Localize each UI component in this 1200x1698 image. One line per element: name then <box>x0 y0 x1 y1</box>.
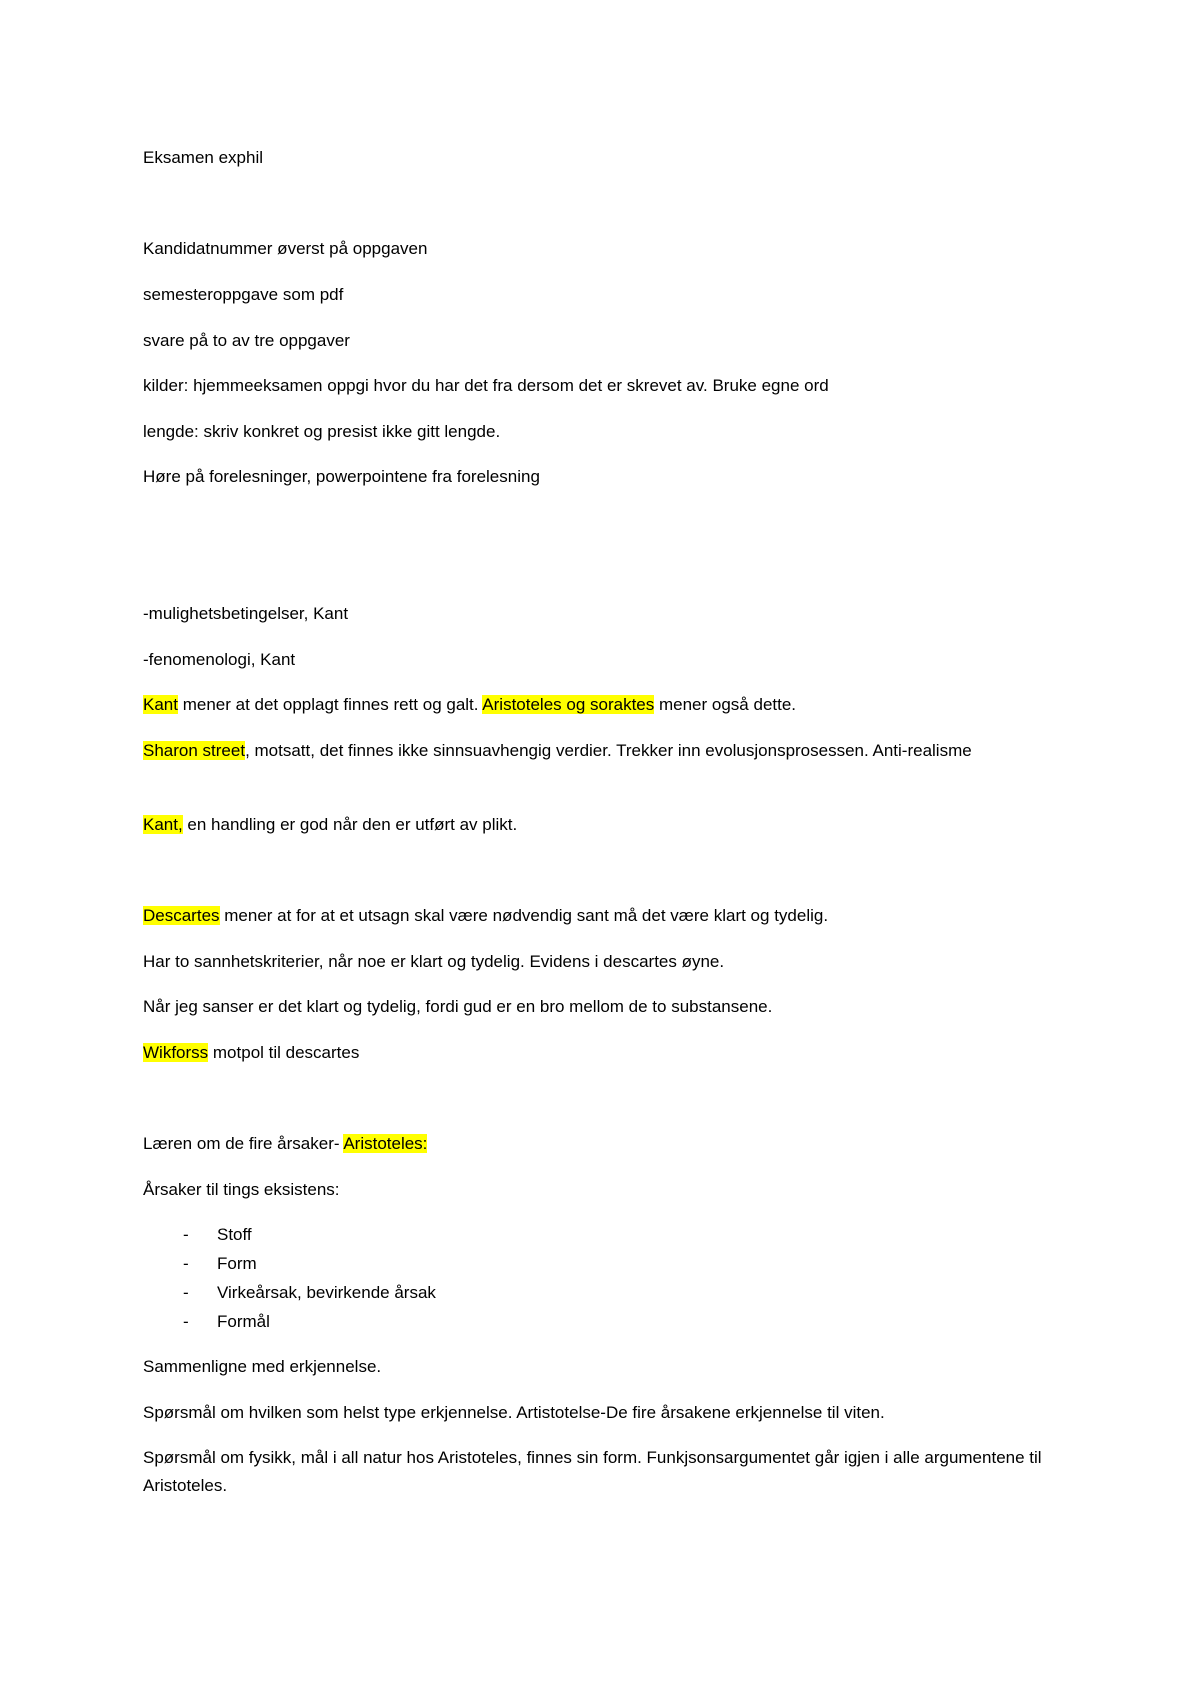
info-line-sources: kilder: hjemmeeksamen oppgi hvor du har det fra dersom det er skrevet av. Bruke egne ord <box>143 376 829 395</box>
note-kant-right-wrong <box>143 691 796 719</box>
highlight-kant-2: Kant, <box>143 815 183 834</box>
note-text: Læren om de fire årsaker- <box>143 1134 344 1153</box>
note-text: motpol til descartes <box>208 1043 360 1062</box>
highlight-descartes: Descartes <box>143 906 220 925</box>
list-marker: - <box>183 1283 189 1302</box>
note-compare-knowledge: Sammenligne med erkjennelse. <box>143 1357 382 1376</box>
note-text: mener også dette. <box>654 695 797 714</box>
list-item: Stoff <box>217 1225 252 1244</box>
list-marker: - <box>183 1312 189 1331</box>
note-truth-criteria: Har to sannhetskriterier, når noe er klart og tydelig. Evidens i descartes øyne. <box>143 952 725 971</box>
note-physics-question: Spørsmål om fysikk, mål i all natur hos Aristoteles, finnes sin form. Funkjsonsargumentet går igjen i alle argumentene til Aristoteles. <box>143 1448 1042 1495</box>
note-sharon-street <box>143 737 1063 765</box>
highlight-aristoteles-sokrates: Aristoteles og soraktes <box>482 695 655 714</box>
note-wikforss <box>143 1039 359 1067</box>
note-senses: Når jeg sanser er det klart og tydelig, fordi gud er en bro mellom de to substansene. <box>143 997 773 1016</box>
note-possibility-conditions: -mulighetsbetingelser, Kant <box>143 604 349 623</box>
note-four-causes <box>143 1130 427 1158</box>
note-causes-heading: Årsaker til tings eksistens: <box>143 1180 340 1199</box>
note-text: mener at det opplagt finnes rett og galt. <box>177 695 483 714</box>
note-knowledge-question: Spørsmål om hvilken som helst type erkjennelse. Artistotelse-De fire årsakene erkjennelse til viten. <box>143 1403 885 1422</box>
list-marker: - <box>183 1254 189 1273</box>
note-kant-duty <box>143 811 517 839</box>
note-phenomenology: -fenomenologi, Kant <box>143 650 296 669</box>
note-text: mener at for at et utsagn skal være nødvendig sant må det være klart og tydelig. <box>219 906 829 925</box>
info-line-candidate-number: Kandidatnummer øverst på oppgaven <box>143 239 428 258</box>
highlight-wikforss: Wikforss <box>143 1043 209 1062</box>
list-marker: - <box>183 1225 189 1244</box>
info-line-lectures: Høre på forelesninger, powerpointene fra forelesning <box>143 467 540 486</box>
highlight-sharon-street: Sharon street <box>143 741 246 760</box>
info-line-tasks: svare på to av tre oppgaver <box>143 331 350 350</box>
note-text: en handling er god når den er utført av plikt. <box>182 815 518 834</box>
list-item: Form <box>217 1254 257 1273</box>
note-descartes <box>143 902 828 930</box>
note-text: , motsatt, det finnes ikke sinnsuavhengig verdier. Trekker inn evolusjonsprosessen. Anti-realisme <box>245 741 972 760</box>
list-item: Virkeårsak, bevirkende årsak <box>217 1283 436 1302</box>
highlight-aristoteles: Aristoteles: <box>343 1134 428 1153</box>
info-line-length: lengde: skriv konkret og presist ikke gitt lengde. <box>143 422 501 441</box>
highlight-kant: Kant <box>143 695 178 714</box>
document-title: Eksamen exphil <box>143 148 264 167</box>
info-line-pdf: semesteroppgave som pdf <box>143 285 344 304</box>
list-item: Formål <box>217 1312 270 1331</box>
